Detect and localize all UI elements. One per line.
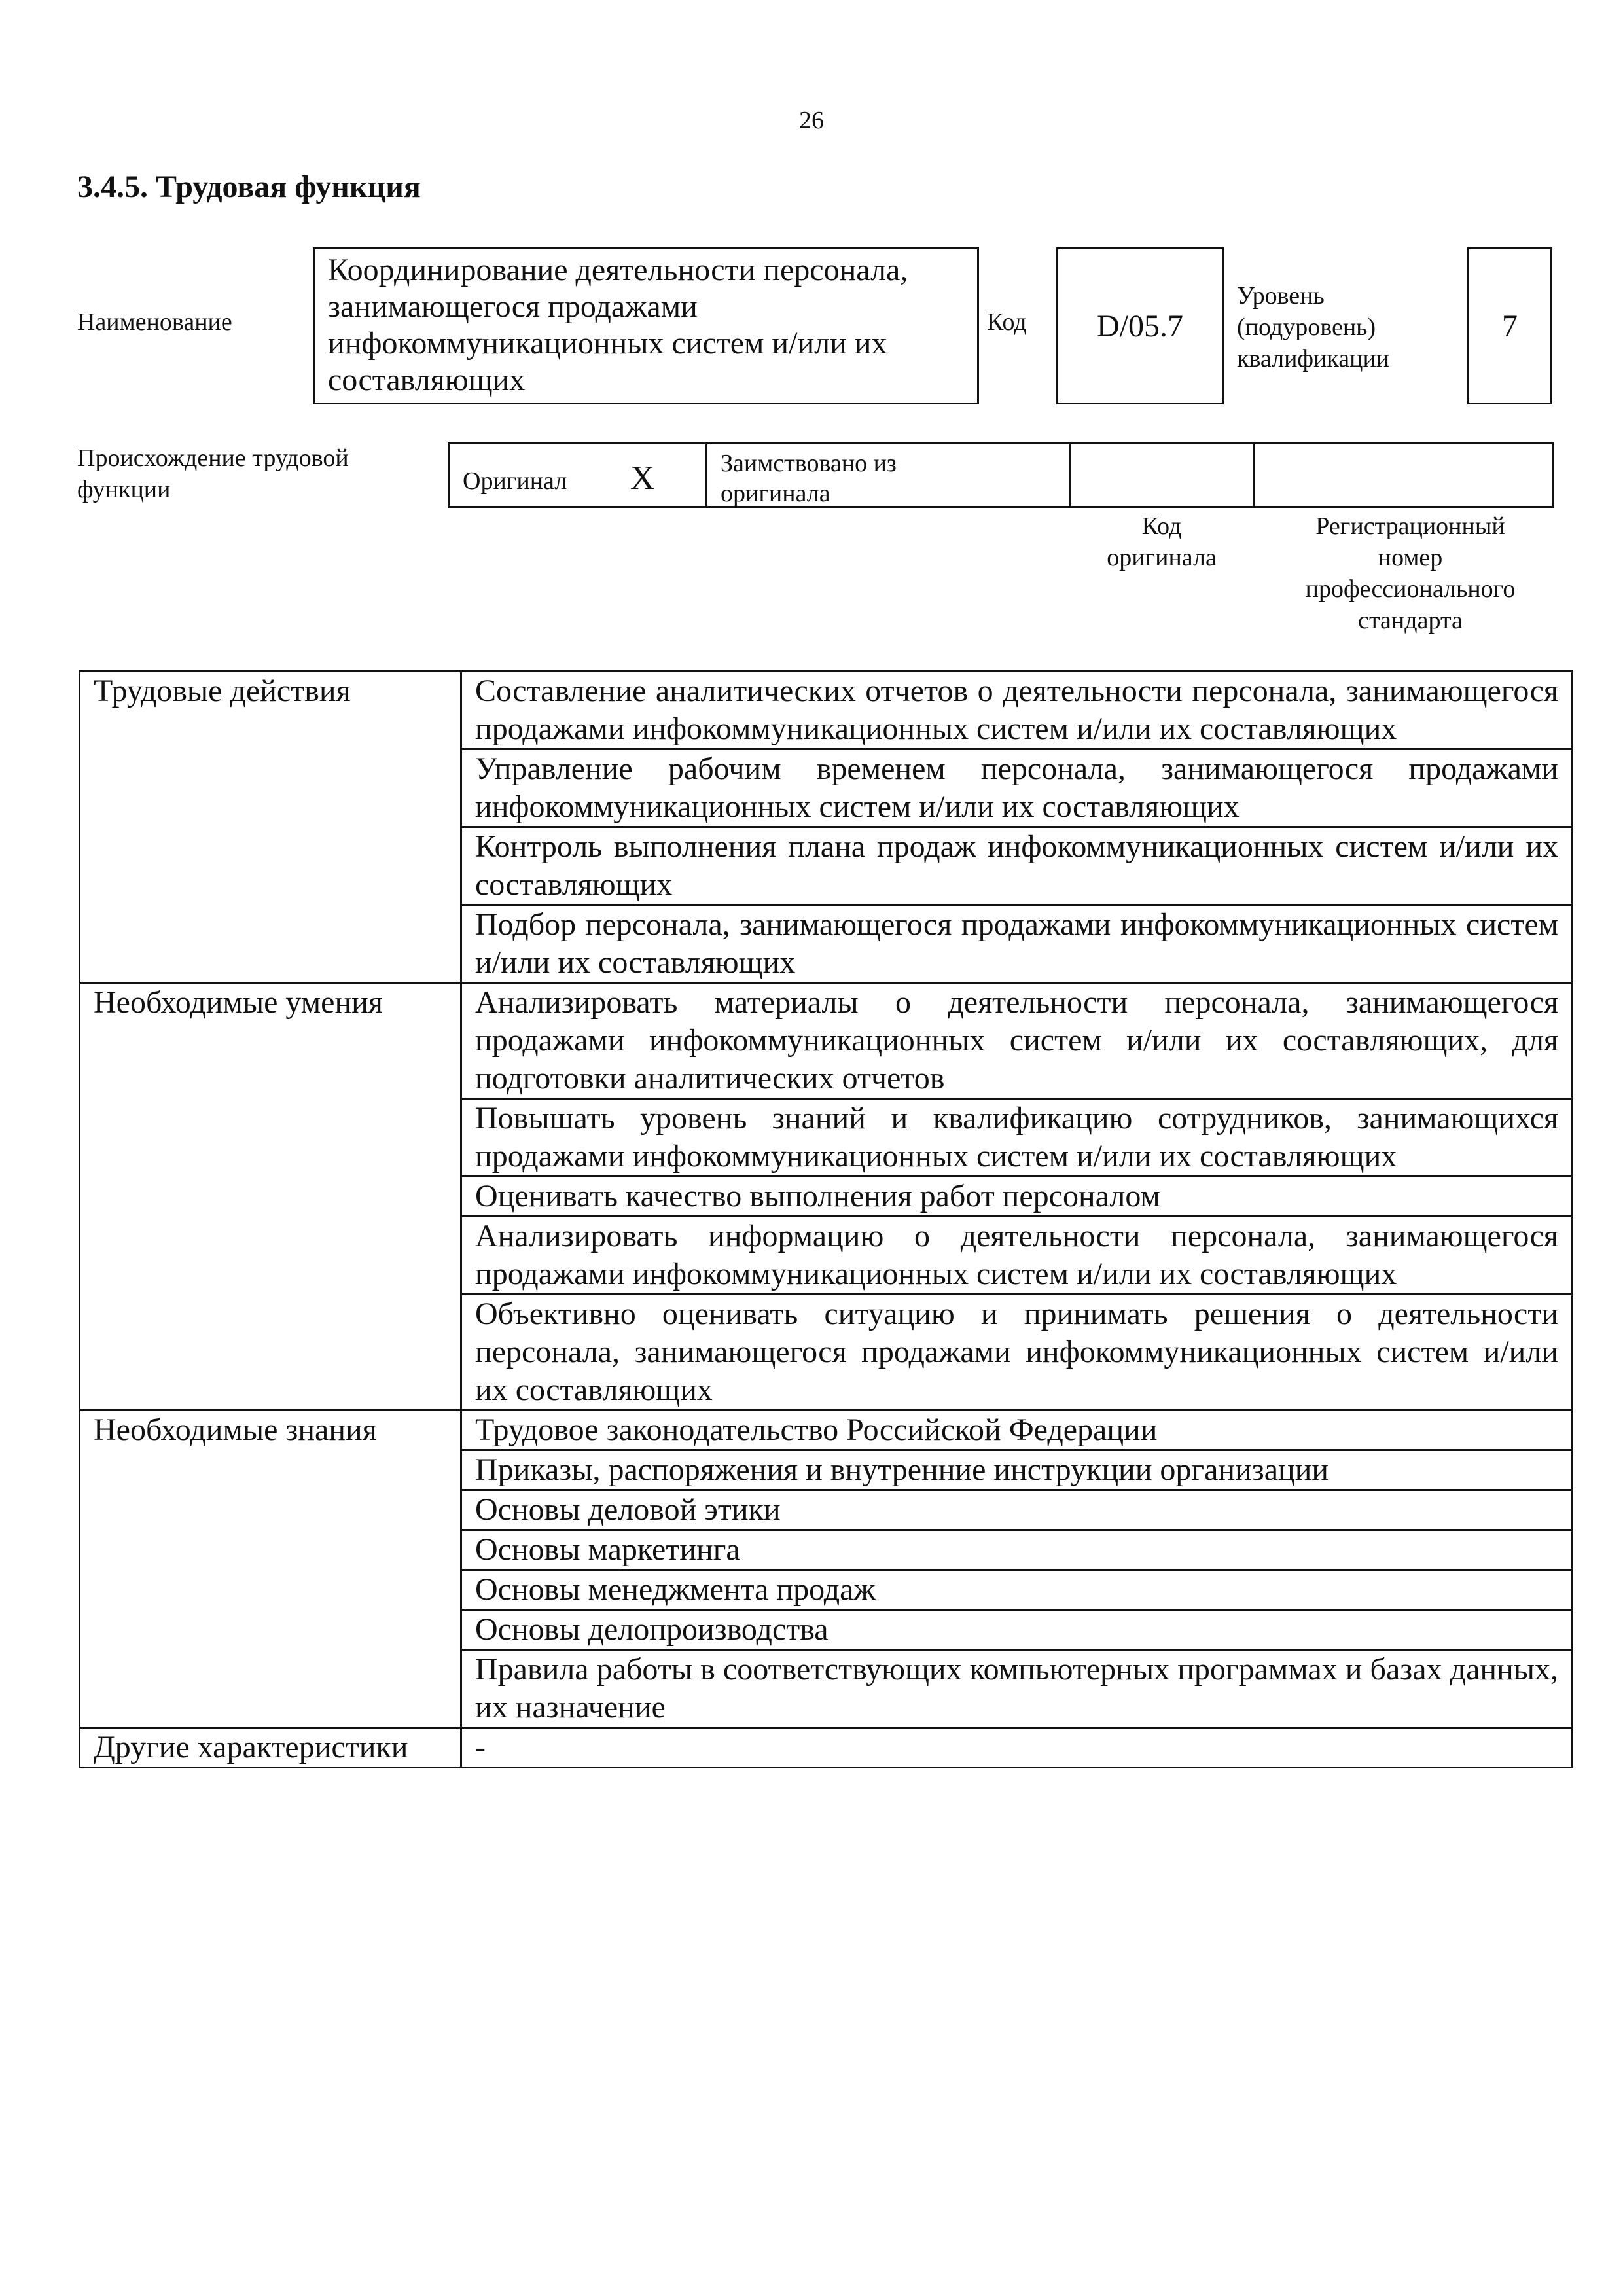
caption-line: профессионального <box>1305 575 1516 603</box>
level-label-line: Уровень <box>1237 282 1325 310</box>
function-code-box: D/05.7 <box>1056 247 1224 404</box>
reg-number-cell <box>1255 444 1552 506</box>
table-cell: Приказы, распоряжения и внутренние инструкции организации <box>461 1450 1573 1490</box>
table-cell: Основы маркетинга <box>461 1530 1573 1570</box>
table-cell: Объективно оценивать ситуацию и принимать решения о деятельности персонала, занимающегося продажами инфокоммуникационных систем и/или их составляющих <box>461 1295 1573 1410</box>
section-title: 3.4.5. Трудовая функция <box>77 170 421 204</box>
table-cell: Составление аналитических отчетов о деятельности персонала, занимающегося продажами инфокоммуникационных систем и/или их составляющих <box>461 672 1573 749</box>
table-cell: Трудовое законодательство Российской Федерации <box>461 1410 1573 1450</box>
name-label: Наименование <box>77 308 232 336</box>
qualification-level-label <box>1237 280 1389 374</box>
original-label: Оригинал <box>463 467 567 495</box>
caption-line: номер <box>1378 544 1443 571</box>
table-cell: Правила работы в соответствующих компьютерных программах и базах данных, их назначение <box>461 1650 1573 1728</box>
code-label: Код <box>987 308 1027 336</box>
qualification-level-box: 7 <box>1467 247 1552 404</box>
original-code-cell <box>1071 444 1255 506</box>
category-cell: Другие характеристики <box>80 1728 461 1768</box>
table-row <box>80 672 1573 749</box>
table-row <box>80 983 1573 1099</box>
caption-line: Регистрационный <box>1315 512 1505 540</box>
origin-row <box>448 442 1554 508</box>
category-cell: Трудовые действия <box>80 672 461 983</box>
function-details-table <box>79 670 1573 1768</box>
table-cell: Основы менеджмента продаж <box>461 1570 1573 1610</box>
table-cell: Анализировать информацию о деятельности персонала, занимающегося продажами инфокоммуникационных систем и/или их составляющих <box>461 1217 1573 1295</box>
borrowed-cell <box>707 444 1071 506</box>
borrowed-label-line: оригинала <box>721 480 830 507</box>
original-cell <box>450 444 707 506</box>
reg-number-caption <box>1270 511 1551 636</box>
table-cell: - <box>461 1728 1573 1768</box>
category-cell: Необходимые знания <box>80 1410 461 1728</box>
original-mark: X <box>630 459 655 497</box>
table-cell: Управление рабочим временем персонала, занимающегося продажами инфокоммуникационных систем и/или их составляющих <box>461 749 1573 827</box>
original-code-caption <box>1086 511 1237 573</box>
table-row <box>80 1410 1573 1450</box>
table-cell: Основы деловой этики <box>461 1490 1573 1530</box>
table-cell: Повышать уровень знаний и квалификацию сотрудников, занимающихся продажами инфокоммуникационных систем и/или их составляющих <box>461 1099 1573 1177</box>
function-name-box: Координирование деятельности персонала, занимающегося продажами инфокоммуникационных систем и/или их составляющих <box>313 247 979 404</box>
table-cell: Оценивать качество выполнения работ персоналом <box>461 1177 1573 1217</box>
origin-label-line: функции <box>77 476 171 503</box>
table-cell: Анализировать материалы о деятельности персонала, занимающегося продажами инфокоммуникационных систем и/или их составляющих, для подготовки аналитических отчетов <box>461 983 1573 1099</box>
table-cell: Основы делопроизводства <box>461 1610 1573 1650</box>
borrowed-label <box>721 448 897 509</box>
caption-line: оригинала <box>1107 544 1217 571</box>
level-label-line: (подуровень) <box>1237 314 1376 341</box>
table-cell: Контроль выполнения плана продаж инфокоммуникационных систем и/или их составляющих <box>461 827 1573 905</box>
table-row <box>80 1728 1573 1768</box>
page-number: 26 <box>799 107 824 134</box>
borrowed-label-line: Заимствовано из <box>721 450 897 477</box>
origin-label <box>77 442 349 505</box>
table-cell: Подбор персонала, занимающегося продажами инфокоммуникационных систем и/или их составляющих <box>461 905 1573 983</box>
caption-line: Код <box>1141 512 1182 540</box>
origin-label-line: Происхождение трудовой <box>77 444 349 472</box>
level-label-line: квалификации <box>1237 345 1390 372</box>
category-cell: Необходимые умения <box>80 983 461 1410</box>
caption-line: стандарта <box>1358 607 1463 634</box>
